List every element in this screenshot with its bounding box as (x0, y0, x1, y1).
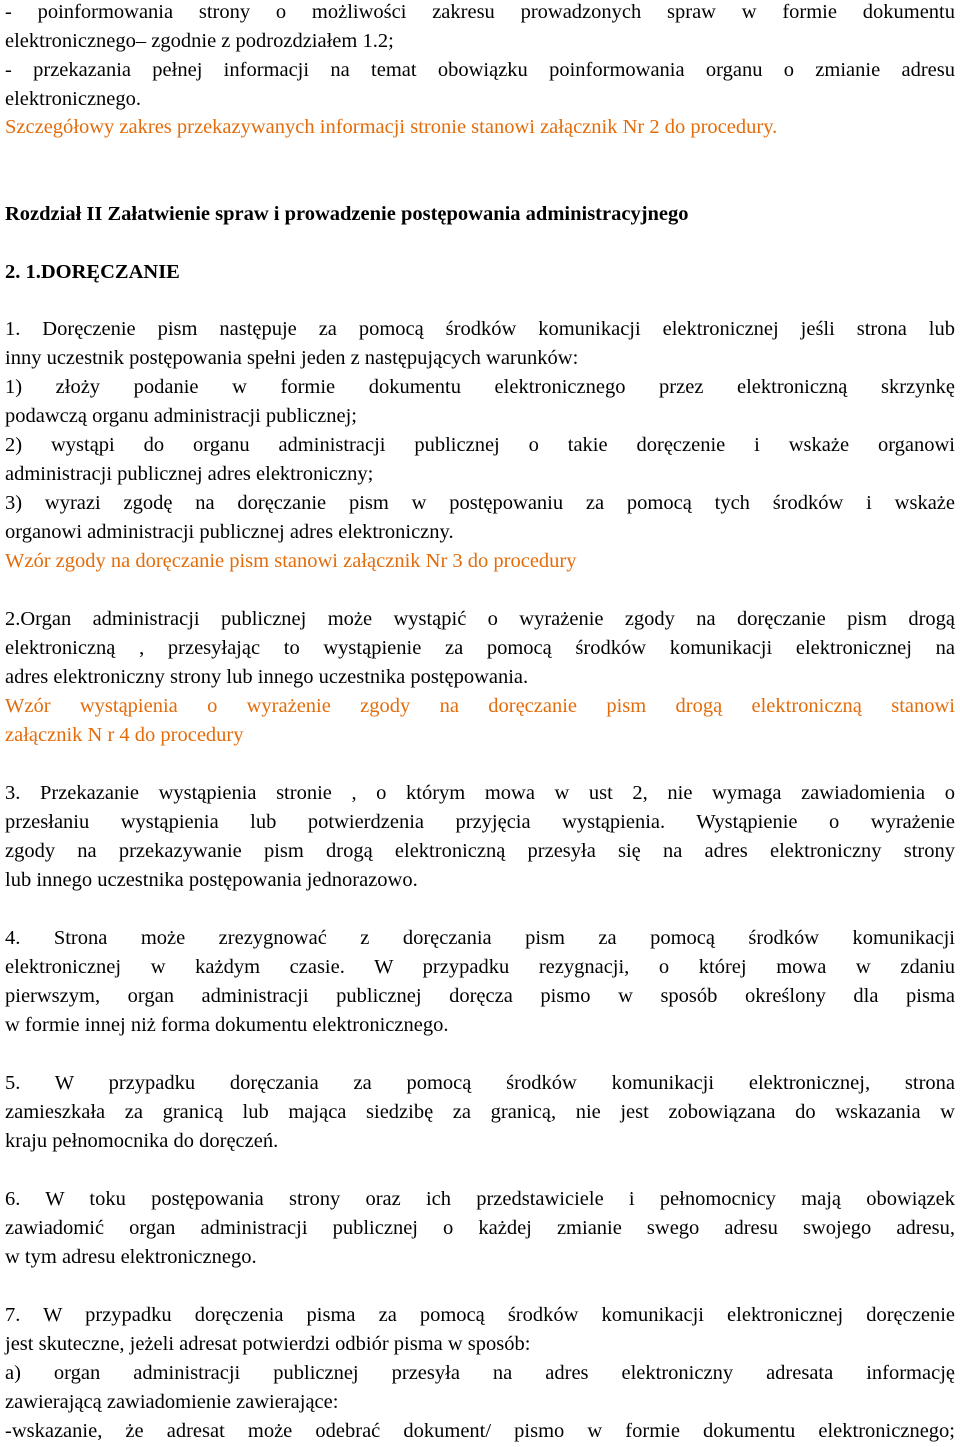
p1-line-4: podawczą organu administracji publicznej; (5, 405, 357, 427)
intro-line-1: - poinformowania strony o możliwości zakresu prowadzonych spraw w formie dokumentu (5, 1, 955, 23)
attachment-2-note: Szczegółowy zakres przekazywanych informacji stronie stanowi załącznik Nr 2 do procedury. (5, 116, 778, 138)
p6-line-3: w tym adresu elektronicznego. (5, 1246, 257, 1268)
attachment-4-note-line-1: Wzór wystąpienia o wyrażenie zgody na doręczanie pism drogą elektroniczną stanowi (5, 695, 955, 717)
intro-line-2: elektronicznego– zgodnie z podrozdziałem 1.2; (5, 30, 394, 52)
p1-line-3: 1) złoży podanie w formie dokumentu elektronicznego przez elektroniczną skrzynkę (5, 376, 955, 398)
p3-line-2: przesłaniu wystąpienia lub potwierdzenia przyjęcia wystąpienia. Wystąpienie o wyrażenie (5, 811, 955, 833)
p1-line-5: 2) wystąpi do organu administracji publicznej o takie doręczenie i wskaże organowi (5, 434, 955, 456)
chapter-heading: Rozdział II Załatwienie spraw i prowadzenie postępowania administracyjnego (5, 203, 689, 225)
p7-line-1: 7. W przypadku doręczenia pisma za pomocą środków komunikacji elektronicznej doręczenie (5, 1304, 955, 1326)
p4-line-2: elektronicznej w każdym czasie. W przypadku rezygnacji, o której mowa w zdaniu (5, 956, 955, 978)
p2-line-1: 2.Organ administracji publicznej może wystąpić o wyrażenie zgody na doręczanie pism drogą (5, 608, 955, 630)
p1-line-6: administracji publicznej adres elektroniczny; (5, 463, 374, 485)
attachment-3-note: Wzór zgody na doręczanie pism stanowi załącznik Nr 3 do procedury (5, 550, 577, 572)
p3-line-1: 3. Przekazanie wystąpienia stronie , o którym mowa w ust 2, nie wymaga zawiadomienia o (5, 782, 955, 804)
p2-line-3: adres elektroniczny strony lub innego uczestnika postępowania. (5, 666, 529, 688)
p4-line-3: pierwszym, organ administracji publicznej doręcza pismo w sposób określony dla pisma (5, 985, 955, 1007)
p3-line-3: zgody na przekazywanie pism drogą elektroniczną przesyła się na adres elektroniczny strony (5, 840, 955, 862)
intro-line-3: - przekazania pełnej informacji na temat obowiązku poinformowania organu o zmianie adresu (5, 59, 955, 81)
p7-line-3: a) organ administracji publicznej przesyła na adres elektroniczny adresata informację (5, 1362, 955, 1384)
p1-line-2: inny uczestnik postępowania spełni jeden z następujących warunków: (5, 347, 579, 369)
intro-line-4: elektronicznego. (5, 88, 142, 110)
p5-line-2: zamieszkała za granicą lub mająca siedzibę za granicą, nie jest zobowiązana do wskazania w (5, 1101, 955, 1123)
p5-line-3: kraju pełnomocnika do doręczeń. (5, 1130, 279, 1152)
attachment-4-note-line-2: załącznik N r 4 do procedury (5, 724, 244, 746)
p7-line-4: zawierającą zawiadomienie zawierające: (5, 1391, 339, 1413)
p5-line-1: 5. W przypadku doręczania za pomocą środków komunikacji elektronicznej, strona (5, 1072, 955, 1094)
p3-line-4: lub innego uczestnika postępowania jednorazowo. (5, 869, 418, 891)
section-heading: 2. 1.DORĘCZANIE (5, 261, 180, 283)
p7-line-2: jest skuteczne, jeżeli adresat potwierdzi odbiór pisma w sposób: (5, 1333, 531, 1355)
p4-line-4: w formie innej niż forma dokumentu elektronicznego. (5, 1014, 449, 1036)
p4-line-1: 4. Strona może zrezygnować z doręczania pism za pomocą środków komunikacji (5, 927, 955, 949)
p6-line-2: zawiadomić organ administracji publicznej o każdej zmianie swego adresu swojego adresu, (5, 1217, 955, 1239)
p6-line-1: 6. W toku postępowania strony oraz ich przedstawiciele i pełnomocnicy mają obowiązek (5, 1188, 955, 1210)
p1-line-1: 1. Doręczenie pism następuje za pomocą środków komunikacji elektronicznej jeśli strona lub (5, 318, 955, 340)
p1-line-7: 3) wyrazi zgodę na doręczanie pism w postępowaniu za pomocą tych środków i wskaże (5, 492, 955, 514)
p2-line-2: elektroniczną , przesyłając to wystąpienie za pomocą środków komunikacji elektronicznej na (5, 637, 955, 659)
p1-line-8: organowi administracji publicznej adres elektroniczny. (5, 521, 454, 543)
p7-line-5: -wskazanie, że adresat może odebrać dokument/ pismo w formie dokumentu elektronicznego; (5, 1420, 955, 1442)
